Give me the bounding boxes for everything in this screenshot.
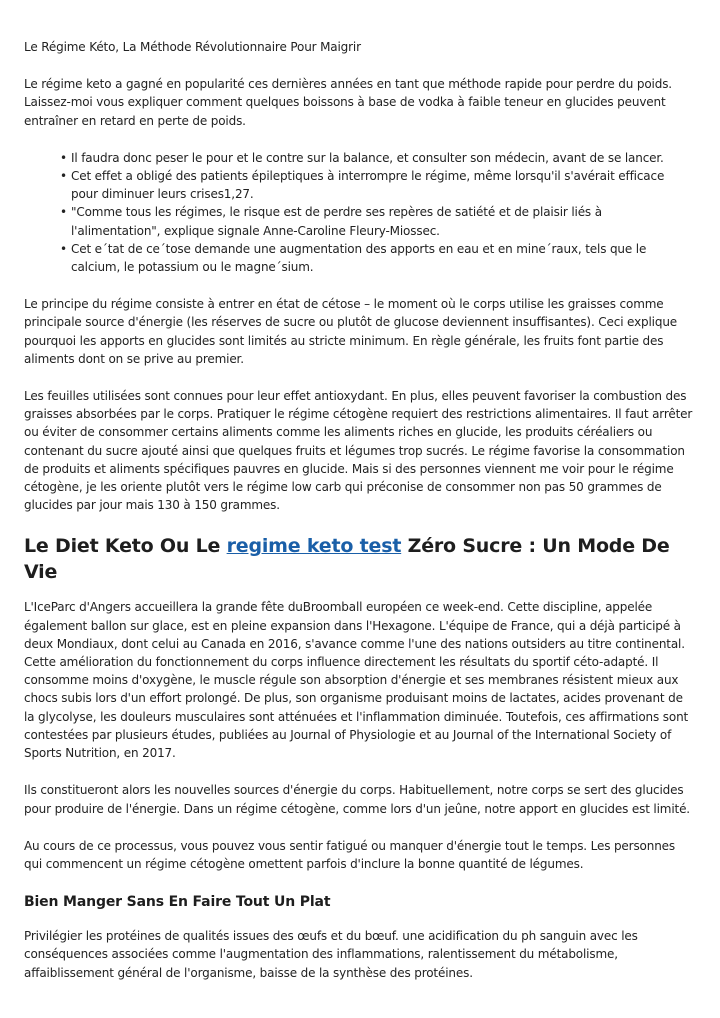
regime-keto-test-link[interactable]: regime keto test: [226, 535, 402, 558]
list-item-text: Il faudra donc peser le pour et le contre sur la balance, et consulter son médecin, avant de se lancer.: [71, 150, 664, 165]
list-item: [60, 167, 694, 203]
paragraph-iceparc: L'IceParc d'Angers accueillera la grande fête duBroomball européen ce week-end. Cette discipline, appelée également ballon sur glace, est en pleine expansion dans l'Hexagone. L'équipe de France, qui a déjà participé à deux Mondiaux, dont celui au Canada en 2016, s'avance comme l'une des nations outsiders au titre continental. Cette amélioration du fonctionnement du corps influence directement les résultats du sportif céto-adapté. Il consomme moins d'oxygène, le muscle régule son absorption d'énergie et ses membranes résistent mieux aux chocs subis lors d'un effort prolongé. De plus, son organisme produisant moins de lactates, acides provenant de la glycolyse, les douleurs musculaires sont atténuées et l'inflammation diminuée. Toutefois, ces affirmations sont contestées par plusieurs études, publiées au Journal of Physiologie et au Journal of the International Society of Sports Nutrition, en 2017.: [24, 600, 689, 761]
list-item: [60, 149, 694, 167]
bullet-icon: •: [60, 150, 67, 165]
paragraph-proteins: Privilégier les protéines de qualités issues des œufs et du bœuf. une acidification du ph sanguin avec les conséquences associées comme l'augmentation des inflammations, ralentissement du métabolisme, affaiblissement général de l'organisme, baisse de la synthèse des protéines.: [24, 929, 638, 980]
paragraph-principle: Le principe du régime consiste à entrer en état de cétose – le moment où le corps utilise les graisses comme principale source d'énergie (les réserves de sucre ou plutôt de glucose deviennent insuffisantes). Ceci explique pourquoi les apports en glucides sont limités au stricte minimum. En règle générale, les fruits font partie des aliments dont on se prive au premier.: [24, 297, 678, 366]
document-title: Le Régime Kéto, La Méthode Révolutionnaire Pour Maigrir: [24, 40, 361, 54]
bullet-icon: •: [60, 205, 67, 220]
heading-text-after: Zéro Sucre : Un Mode De Vie: [24, 535, 670, 584]
heading-text-before: Le Diet Keto Ou Le: [24, 535, 227, 558]
list-item: [60, 203, 694, 239]
paragraph-intro: Le régime keto a gagné en popularité ces dernières années en tant que méthode rapide pour perdre du poids. Laissez-moi vous expliquer comment quelques boissons à base de vodka à faible teneur en glucides peuvent entraîner en retard en perte de poids.: [24, 77, 672, 128]
paragraph-leaves: Les feuilles utilisées sont connues pour leur effet antioxydant. En plus, elles peuvent favoriser la combustion des graisses absorbées par le corps. Pratiquer le régime cétogène requiert des restrictions alimentaires. Il faut arrêter ou éviter de consommer certains aliments comme les aliments riches en glucide, les produits céréaliers ou contenant du sucre ajouté ainsi que quelques fruits et légumes trop sucrés. Le régime favorise la consommation de produits et aliments spécifiques pauvres en glucide. Mais si des personnes viennent me voir pour le régime cétogène, je les oriente plutôt vers le régime low carb qui préconise de consommer non pas 50 grammes de glucides par jour mais 130 à 150 grammes.: [24, 389, 693, 513]
bullet-icon: •: [60, 169, 67, 184]
section-heading: [24, 533, 694, 585]
subsection-heading: Bien Manger Sans En Faire Tout Un Plat: [24, 894, 331, 911]
list-item: [60, 240, 694, 276]
paragraph-energy: Ils constitueront alors les nouvelles sources d'énergie du corps. Habituellement, notre corps se sert des glucides pour produire de l'énergie. Dans un régime cétogène, comme lors d'un jeûne, notre apport en glucides est limité.: [24, 783, 690, 816]
list-item-text: "Comme tous les régimes, le risque est de perdre ses repères de satiété et de plaisir liés à l'alimentation", explique signale Anne-Caroline Fleury-Miossec.: [71, 205, 602, 238]
list-item-text: Cet effet a obligé des patients épileptiques à interrompre le régime, même lorsqu'il s'avérait efficace pour diminuer leurs crises1,27.: [71, 169, 665, 202]
bullet-icon: •: [60, 241, 67, 256]
bullet-list: [24, 149, 694, 276]
paragraph-fatigue: Au cours de ce processus, vous pouvez vous sentir fatigué ou manquer d'énergie tout le temps. Les personnes qui commencent un régime cétogène omettent parfois d'inclure la bonne quantité de légumes.: [24, 838, 675, 871]
list-item-text: Cet e´tat de ce´tose demande une augmentation des apports en eau et en mine´raux, tels que le calcium, le potassium ou le magne´sium.: [71, 241, 647, 275]
